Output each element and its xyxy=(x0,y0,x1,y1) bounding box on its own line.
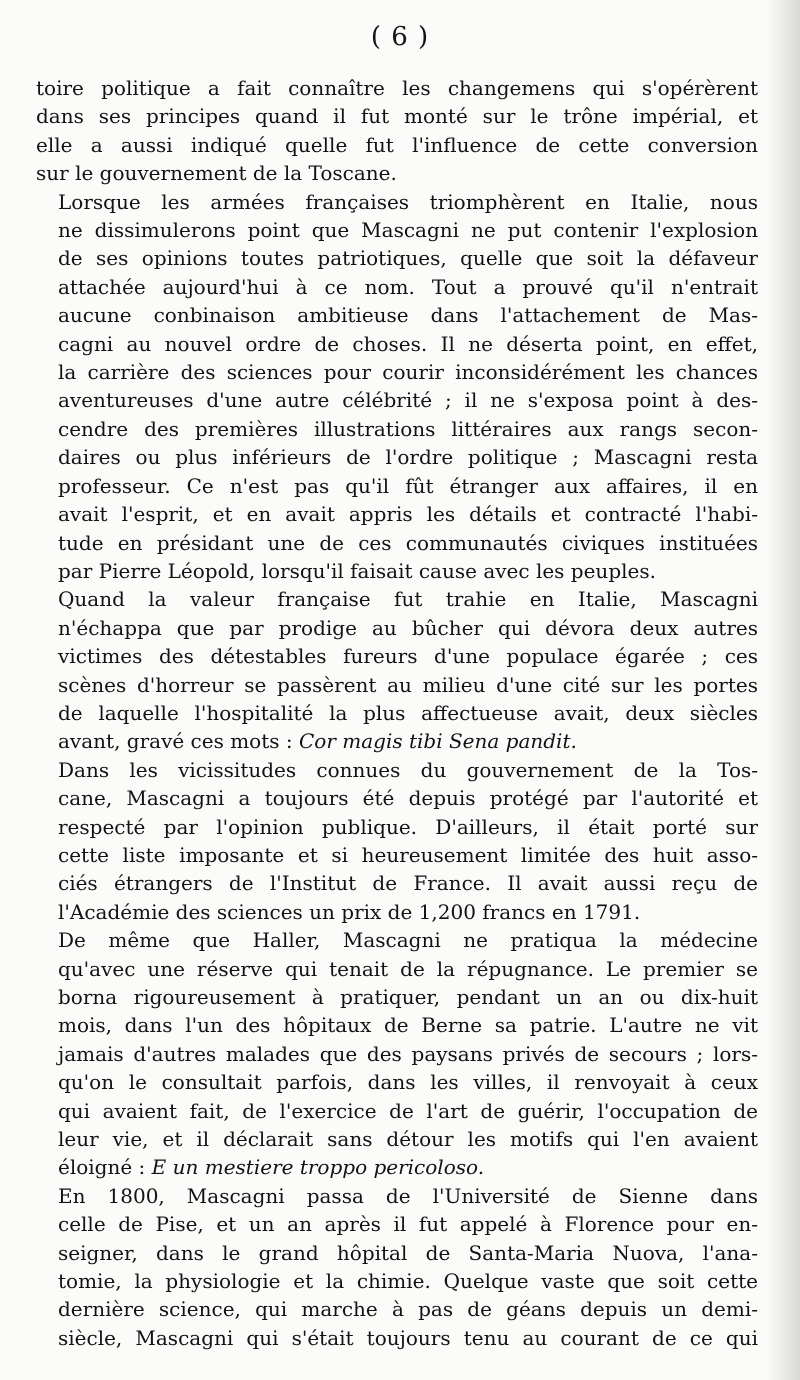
text-line: la carrière des sciences pour courir inconsidérément les chances xyxy=(58,360,758,385)
text-line: attachée aujourd'hui à ce nom. Tout a prouvé qu'il n'entrait xyxy=(58,274,758,299)
text-line: victimes des détestables fureurs d'une populace égarée ; ces xyxy=(58,644,758,669)
text-line: aucune conbinaison ambitieuse dans l'attachement de Mas- xyxy=(58,303,758,328)
text-line xyxy=(36,727,758,755)
text-line: respecté par l'opinion publique. D'ailleurs, il était porté sur xyxy=(58,814,758,839)
text-line xyxy=(36,1153,758,1181)
text-line: Quand la valeur française fut trahie en Italie, Mascagni xyxy=(58,587,758,612)
text-line: mois, dans l'un des hôpitaux de Berne sa patrie. L'autre ne vit xyxy=(58,1013,758,1038)
paragraph-3 xyxy=(36,585,758,755)
text-line: tomie, la physiologie et la chimie. Quelque vaste que soit cette xyxy=(58,1269,758,1294)
body-text xyxy=(36,74,758,1352)
text-line: siècle, Mascagni qui s'était toujours tenu au courant de ce qui xyxy=(58,1325,758,1350)
text-line: n'échappa que par prodige au bûcher qui dévora deux autres xyxy=(58,615,758,640)
text-line: Dans les vicissitudes connues du gouvernement de la Tos- xyxy=(58,757,758,782)
text-line: l'Académie des sciences un prix de 1,200 francs en 1791. xyxy=(58,899,641,924)
text-line: tude en présidant une de ces communautés civiques instituées xyxy=(58,530,758,555)
text-line: qu'on le consultait parfois, dans les villes, il renvoyait à ceux xyxy=(58,1070,758,1095)
text-line: seigner, dans le grand hôpital de Santa-Maria Nuova, l'ana- xyxy=(58,1240,758,1265)
text-line: leur vie, et il déclarait sans détour les motifs qui l'en avaient xyxy=(58,1127,758,1152)
text-line: dernière science, qui marche à pas de géans depuis un demi- xyxy=(58,1297,758,1322)
text-line-start: éloigné : xyxy=(58,1155,152,1180)
text-line: sur le gouvernement de la Toscane. xyxy=(36,161,397,186)
paragraph-6 xyxy=(36,1182,758,1352)
text-line: cagni au nouvel ordre de choses. Il ne déserta point, en effet, xyxy=(58,331,758,356)
text-line: de ses opinions toutes patriotiques, quelle que soit la défaveur xyxy=(58,246,758,271)
paragraph-5 xyxy=(36,926,758,1182)
text-line: aventureuses d'une autre célébrité ; il ne s'exposa point à des- xyxy=(58,388,758,413)
text-line: ne dissimulerons point que Mascagni ne put contenir l'explosion xyxy=(58,218,758,243)
text-line: daires ou plus inférieurs de l'ordre politique ; Mascagni resta xyxy=(58,445,758,470)
paragraph-2 xyxy=(36,188,758,586)
text-line: jamais d'autres malades que des paysans privés de secours ; lors- xyxy=(58,1041,758,1066)
text-line: elle a aussi indiqué quelle fut l'influence de cette conversion xyxy=(36,132,758,157)
text-line: cane, Mascagni a toujours été depuis protégé par l'autorité et xyxy=(58,786,758,811)
page-edge-shadow xyxy=(766,0,800,1380)
text-line: toire politique a fait connaître les changemens qui s'opérèrent xyxy=(36,76,758,100)
italian-quote: E un mestiere troppo pericoloso. xyxy=(151,1155,485,1180)
text-line: avait l'esprit, et en avait appris les détails et contracté l'habi- xyxy=(58,502,758,527)
text-line: qui avaient fait, de l'exercice de l'art de guérir, l'occupation de xyxy=(58,1098,758,1123)
text-line: professeur. Ce n'est pas qu'il fût étranger aux affaires, il en xyxy=(58,473,758,498)
latin-quote: Cor magis tibi Sena pandit. xyxy=(298,729,577,754)
text-line: celle de Pise, et un an après il fut appelé à Florence pour en- xyxy=(58,1212,758,1237)
text-line: Lorsque les armées françaises triomphèrent en Italie, nous xyxy=(58,189,758,214)
text-line: En 1800, Mascagni passa de l'Université de Sienne dans xyxy=(58,1183,758,1208)
text-line: cette liste imposante et si heureusement limitée des huit asso- xyxy=(58,842,758,867)
page-number: ( 6 ) xyxy=(370,22,430,52)
text-line: scènes d'horreur se passèrent au milieu d'une cité sur les portes xyxy=(58,672,758,697)
text-line: dans ses principes quand il fut monté sur le trône impérial, et xyxy=(36,104,758,129)
paragraph-4 xyxy=(36,756,758,926)
paragraph-1 xyxy=(36,74,758,188)
text-line: cendre des premières illustrations littéraires aux rangs secon- xyxy=(58,416,758,441)
text-line: ciés étrangers de l'Institut de France. Il avait aussi reçu de xyxy=(58,871,758,896)
text-line: de laquelle l'hospitalité la plus affectueuse avait, deux siècles xyxy=(58,700,758,725)
text-line: borna rigoureusement à pratiquer, pendant un an ou dix-huit xyxy=(58,985,758,1009)
text-line: par Pierre Léopold, lorsqu'il faisait cause avec les peuples. xyxy=(58,558,656,583)
text-line: qu'avec une réserve qui tenait de la répugnance. Le premier se xyxy=(58,956,758,981)
text-line: De même que Haller, Mascagni ne pratiqua la médecine xyxy=(58,928,758,953)
text-line-start: avant, gravé ces mots : xyxy=(58,729,299,754)
